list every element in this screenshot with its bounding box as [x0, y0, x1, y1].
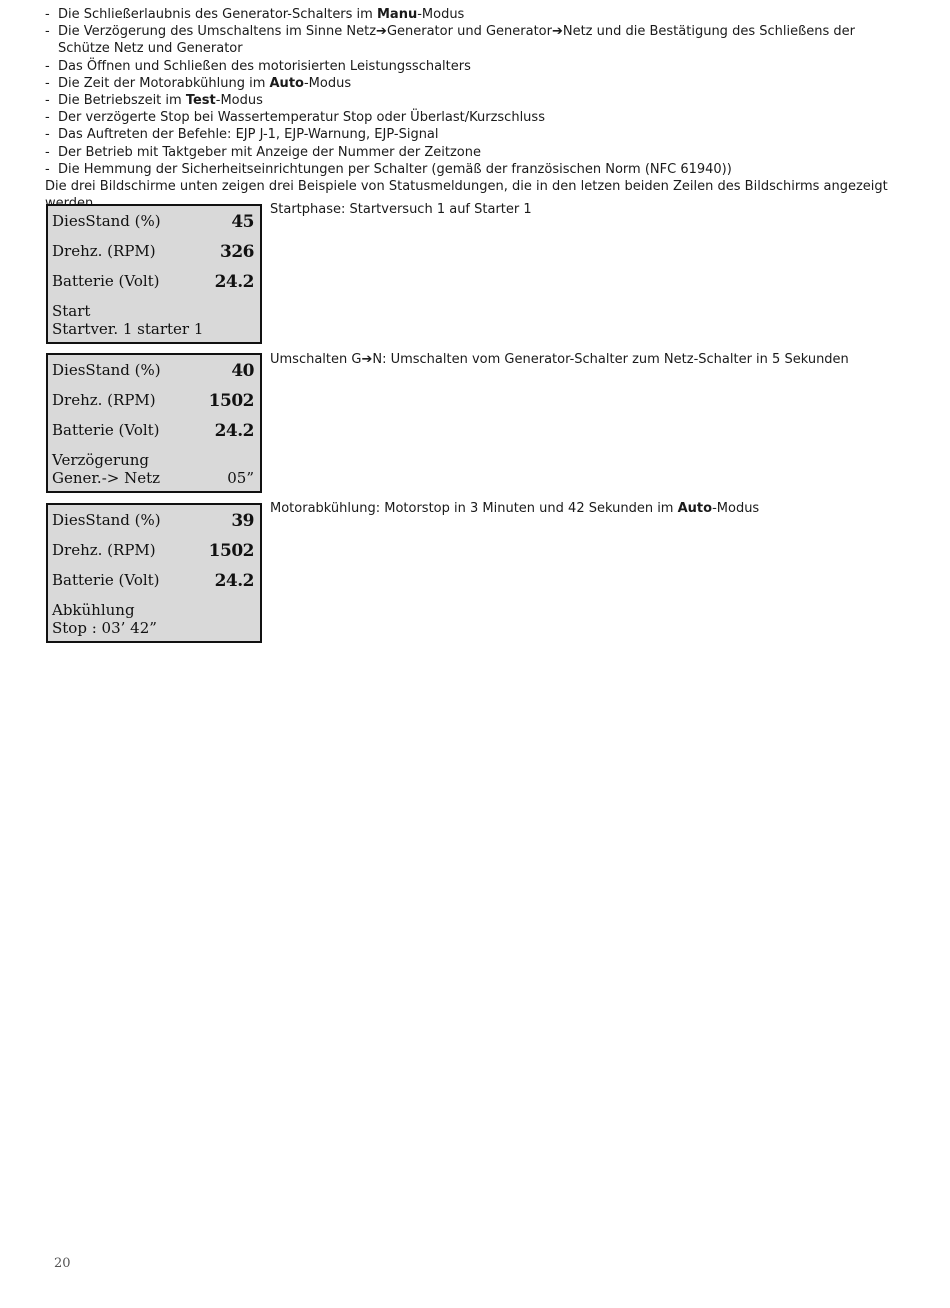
page-number: 20 — [54, 1256, 71, 1271]
lcd-status-line-1: Verzögerung — [52, 451, 150, 469]
feature-list — [45, 6, 905, 178]
lcd-status-line-2: Stop : 03’ 42” — [52, 619, 157, 637]
lcd-row-diesel-level: DiesStand (%) 45 — [52, 212, 254, 232]
list-item: - Die Zeit der Motorabkühlung im Auto-Modus — [45, 75, 352, 91]
lcd-status-line-2: Startver. 1 starter 1 — [52, 320, 204, 338]
lcd-row-rpm: Drehz. (RPM) 1502 — [52, 541, 254, 561]
screen-caption: Startphase: Startversuch 1 auf Starter 1 — [270, 202, 532, 217]
lcd-screen-start — [46, 204, 262, 344]
lcd-row-diesel-level: DiesStand (%) 39 — [52, 511, 254, 531]
mode-keyword: Manu — [376, 7, 418, 22]
lcd-row-battery: Batterie (Volt) 24.2 — [52, 272, 254, 292]
screen-caption: Motorabkühlung: Motorstop in 3 Minuten und 42 Sekunden im Auto-Modus — [270, 501, 760, 516]
lcd-row-battery: Batterie (Volt) 24.2 — [52, 571, 254, 591]
list-item: - Die Verzögerung des Umschaltens im Sinne Netz➔Generator und Generator➔Netz und die Bestätigung des Schließens der Schütze Netz und Generator — [45, 24, 856, 57]
lcd-status-line-2: Gener.-> Netz 05” — [52, 469, 254, 487]
screen-caption: Umschalten G➔N: Umschalten vom Generator-Schalter zum Netz-Schalter in 5 Sekunden — [270, 352, 849, 367]
list-item: - Die Betriebszeit im Test-Modus — [45, 93, 263, 109]
list-item: - Das Öffnen und Schließen des motorisierten Leistungsschalters — [45, 58, 471, 74]
list-item: - Die Hemmung der Sicherheitseinrichtungen per Schalter (gemäß der französischen Norm (NFC 61940)) — [45, 161, 732, 177]
intro-paragraph: Die drei Bildschirme unten zeigen drei Beispiele von Statusmeldungen, die in den letzen beiden Zeilen des Bildschirms angezeigt — [45, 179, 888, 194]
lcd-row-battery: Batterie (Volt) 24.2 — [52, 421, 254, 441]
lcd-screen-cooldown — [46, 503, 262, 643]
lcd-status-line-1: Abkühlung — [52, 601, 135, 619]
mode-keyword: Auto — [269, 75, 304, 91]
list-item: - Die Schließerlaubnis des Generator-Schalters im Manu-Modus — [45, 7, 465, 22]
lcd-row-diesel-level: DiesStand (%) 40 — [52, 361, 254, 381]
lcd-row-rpm: Drehz. (RPM) 326 — [52, 242, 254, 262]
list-item: - Der verzögerte Stop bei Wassertemperatur Stop oder Überlast/Kurzschluss — [45, 110, 545, 126]
lcd-status-line-1: Start — [52, 302, 91, 320]
lcd-screen-transfer — [46, 353, 262, 493]
mode-keyword: Test — [185, 93, 216, 109]
list-item: - Der Betrieb mit Taktgeber mit Anzeige der Nummer der Zeitzone — [45, 144, 482, 160]
lcd-row-rpm: Drehz. (RPM) 1502 — [52, 391, 254, 411]
mode-keyword: Auto — [677, 501, 713, 516]
list-item: - Das Auftreten der Befehle: EJP J-1, EJP-Warnung, EJP-Signal — [45, 127, 439, 143]
